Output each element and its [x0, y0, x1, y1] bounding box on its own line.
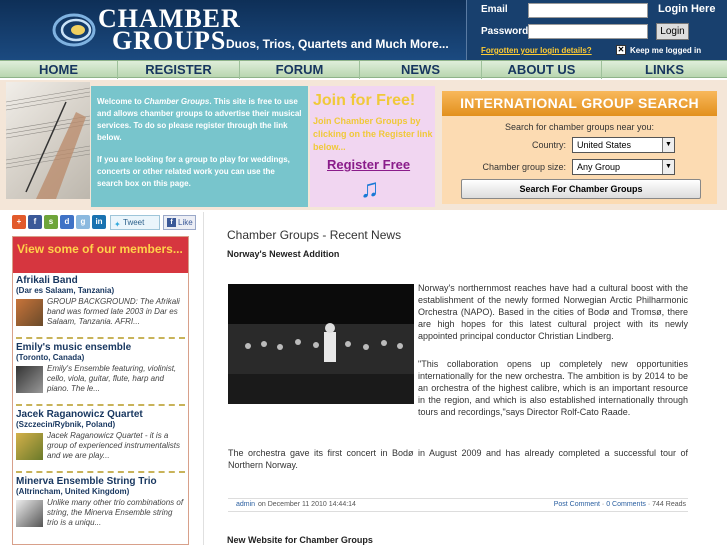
login-here-label: Login Here	[658, 3, 716, 15]
member-photo[interactable]	[16, 500, 43, 527]
facebook-like-icon: f	[167, 218, 176, 227]
member-name[interactable]: Emily's music ensemble	[16, 342, 132, 353]
tweet-button[interactable]: ✦ Tweet	[110, 215, 160, 230]
members-header: View some of our members...	[13, 237, 188, 273]
register-free-link[interactable]: Register Free	[327, 157, 411, 172]
member-photo[interactable]	[16, 299, 43, 326]
member-item[interactable]	[13, 474, 188, 536]
article-paragraph: Norway's northernmost reaches have had a cultural boost with the establishment of the newly formed Norwegian Arctic Philharmonic Orchestra (NAPO). Based in the cities of Bodø and Tromsø, there are high hopes for this latest cultural project with its newly appointed principal conductor Christian Lindberg.	[418, 283, 688, 341]
email-label: Email	[481, 4, 508, 15]
stumbleupon-icon[interactable]: s	[44, 215, 58, 229]
like-button[interactable]: f Like	[163, 215, 196, 230]
chevron-down-icon: ▼	[662, 160, 674, 174]
login-panel	[466, 0, 727, 60]
join-text: Join Chamber Groups by clicking on the Register link below...	[313, 116, 433, 152]
nav-news[interactable]: NEWS	[360, 61, 482, 79]
group-search-panel	[442, 91, 717, 204]
member-name[interactable]: Afrikali Band	[16, 275, 78, 286]
keep-logged-in-checkbox[interactable]: ✕	[617, 45, 625, 54]
delicious-icon[interactable]: d	[60, 215, 74, 229]
country-label: Country:	[531, 140, 566, 150]
welcome-para1: Welcome to Chamber Groups. This site is free to use and allows chamber groups to advertise their musical services. To do so please register through the link below.	[97, 97, 302, 142]
join-title: Join for Free!	[313, 92, 416, 109]
member-description: Unlike many other trio combinations of string, the Minerva Ensemble string trio is a uniqu...	[47, 498, 184, 527]
search-title: INTERNATIONAL GROUP SEARCH	[442, 91, 717, 116]
sheet-music-photo	[6, 82, 90, 199]
article-meta-bar	[228, 498, 688, 512]
member-location: (Altrincham, United Kingdom)	[16, 487, 130, 496]
member-description: Jacek Raganowicz Quartet - it is a group of experienced instrumentalists and we are play...	[47, 431, 180, 460]
logo-line1: CHAMBER	[98, 4, 241, 33]
plus-icon[interactable]: +	[12, 215, 26, 229]
news-section-title: Chamber Groups - Recent News	[227, 228, 402, 242]
digg-icon[interactable]: g	[76, 215, 90, 229]
email-field[interactable]	[528, 3, 648, 18]
article-date: on December 11 2010 14:44:14	[258, 501, 356, 508]
post-comment-link[interactable]: Post Comment	[553, 501, 600, 508]
news-content	[203, 212, 717, 545]
password-field[interactable]	[528, 24, 648, 39]
next-article-title[interactable]: New Website for Chamber Groups	[227, 535, 373, 545]
site-tagline: Duos, Trios, Quartets and Much More...	[226, 37, 449, 51]
country-value: United States	[577, 140, 632, 150]
site-logo[interactable]	[98, 4, 241, 55]
facebook-icon[interactable]: f	[28, 215, 42, 229]
member-item[interactable]	[13, 407, 188, 474]
reads-count: 744 Reads	[652, 501, 686, 508]
join-box	[310, 86, 435, 207]
twitter-icon: ✦	[114, 220, 121, 229]
nav-links[interactable]: LINKS	[645, 62, 684, 77]
meta-links: Post Comment · 0 Comments · 744 Reads	[553, 501, 686, 508]
country-select[interactable]	[572, 137, 675, 153]
article-title[interactable]: Norway's Newest Addition	[227, 249, 340, 259]
member-name[interactable]: Minerva Ensemble String Trio	[16, 476, 157, 487]
article-paragraph: "This collaboration opens up completely new opportunities internationally for the new orchestra. The ambition is by 2014 to be an orchestra of the highest calibre, which is an important resource in the region, and which is also established internationally through tours and recordings,"says Director Rolf-Cato Raade.	[418, 359, 688, 417]
group-size-select[interactable]	[572, 159, 675, 175]
search-subtitle: Search for chamber groups near you:	[504, 122, 655, 132]
members-panel	[12, 236, 189, 545]
linkedin-icon[interactable]: in	[92, 215, 106, 229]
member-description: Emily's Ensemble featuring, violinist, cello, viola, guitar, flute, harp and piano. The le...	[47, 364, 177, 393]
nav-about-us[interactable]: ABOUT US	[482, 61, 602, 79]
welcome-para2: If you are looking for a group to play for weddings, concerts or other related work you can use the search box on this page.	[97, 155, 290, 188]
welcome-box	[91, 86, 308, 207]
share-bar	[12, 215, 192, 231]
member-photo[interactable]	[16, 366, 43, 393]
member-description: GROUP BACKGROUND: The Afrikali band was formed late 2003 in Dar es Salaam, Tanzania. AFRI...	[47, 297, 180, 326]
main-nav	[0, 60, 727, 78]
search-groups-button[interactable]: Search For Chamber Groups	[461, 179, 701, 199]
login-button[interactable]: Login	[656, 23, 689, 40]
member-item[interactable]	[13, 340, 188, 407]
keep-logged-in-label: Keep me logged in	[630, 46, 702, 55]
member-location: (Szczecin/Rybnik, Poland)	[16, 420, 116, 429]
member-location: (Dar es Salaam, Tanzania)	[16, 286, 115, 295]
nav-register[interactable]: REGISTER	[118, 61, 240, 79]
orchestra-photo	[228, 284, 414, 404]
chevron-down-icon: ▼	[662, 138, 674, 152]
article-paragraph: The orchestra gave its first concert in Bodø in August 2009 and has already completed a successful tour of Northern Norway.	[228, 448, 688, 470]
site-header	[0, 0, 727, 60]
password-label: Password	[481, 26, 529, 37]
nav-home[interactable]: HOME	[0, 61, 118, 79]
author-link[interactable]: admin	[236, 501, 256, 508]
comments-link[interactable]: 0 Comments	[606, 501, 646, 508]
member-item[interactable]	[13, 273, 188, 340]
group-size-value: Any Group	[577, 162, 621, 172]
member-name[interactable]: Jacek Raganowicz Quartet	[16, 409, 143, 420]
nav-forum[interactable]: FORUM	[240, 61, 360, 79]
logo-swirl-icon	[52, 12, 96, 48]
group-size-label: Chamber group size:	[482, 162, 566, 172]
forgot-login-link[interactable]: Forgotten your login details?	[481, 46, 592, 55]
music-note-icon: ♫	[360, 173, 380, 203]
logo-line2: GROUPS	[112, 26, 227, 55]
member-photo[interactable]	[16, 433, 43, 460]
member-location: (Toronto, Canada)	[16, 353, 85, 362]
